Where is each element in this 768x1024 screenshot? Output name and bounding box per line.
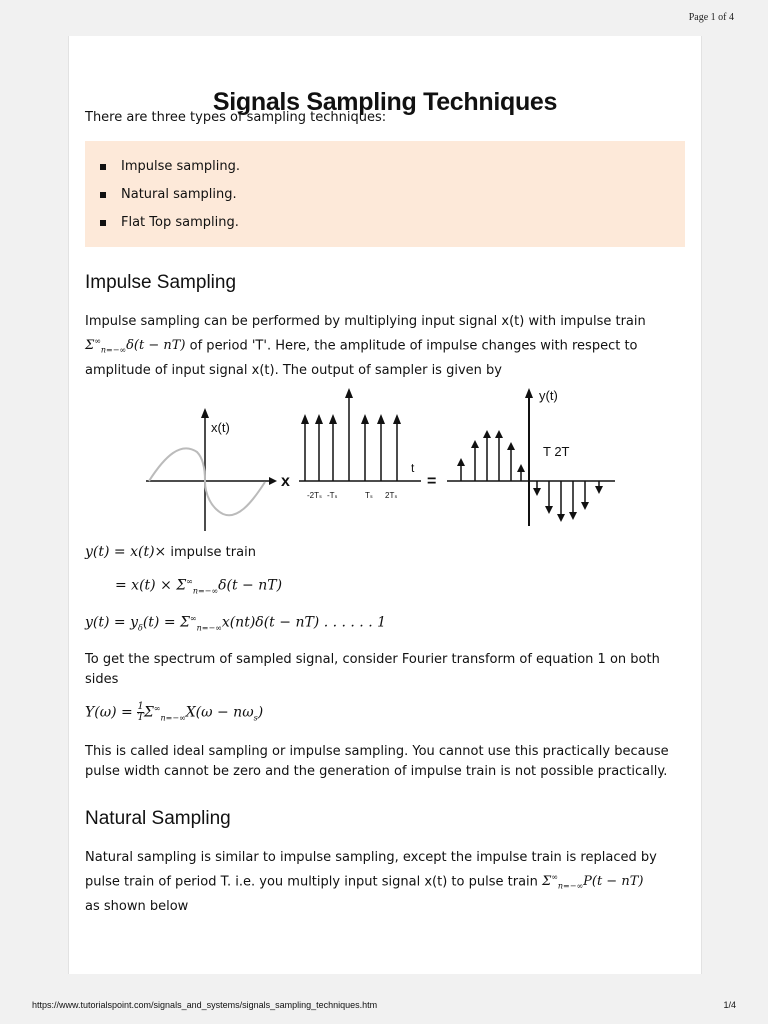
equation-2: = $x(t) \times \Sigma^\infty_{n=-\infty}\delta(t - nT)$ [115, 577, 283, 596]
intro-text: There are three types of sampling techniques: [85, 110, 387, 125]
list-item: Natural sampling. [121, 187, 237, 202]
equation-1: y(t) = x(t)× impulse train [85, 544, 256, 560]
fraction: $\frac{1}{T}$ [137, 701, 144, 723]
page-title: Signals Sampling Techniques [212, 88, 558, 116]
impulse-train-expression: $\Sigma^\infty_{n=-\infty}\delta(t - nT)$ [85, 337, 186, 355]
tick-label: -2Tₛ [307, 491, 322, 500]
impulse-paragraph: Impulse sampling can be performed by multiplying input signal x(t) with impulse train $\Sigma^\infty_{n=-\infty}\delta(t - nT)$ of period 'T'. Here, the amplitude of impulse changes with respect to amplitude of input signal x(t). The output of sampler is given by [85, 314, 646, 378]
times-sign: x [281, 473, 290, 490]
equation-3: $y(t) = y_\delta(t) = \Sigma^\infty_{n=-\infty}x(nt)\delta(t - nT)$ . . . . . . 1 [85, 614, 387, 633]
bullet-icon [100, 164, 106, 170]
ideal-sampling-paragraph: This is called ideal sampling or impulse sampling. You cannot use this practically because pulse width cannot be zero and the generation of impulse train is not possible practically. [85, 744, 669, 779]
impulse-sampling-heading: Impulse Sampling [85, 272, 237, 293]
sampling-figure [141, 386, 631, 536]
list-item: Flat Top sampling. [121, 215, 239, 230]
sampled-output-plot [447, 388, 615, 526]
article-card [68, 36, 702, 974]
natural-sampling-heading: Natural Sampling [85, 808, 231, 829]
footer-url: https://www.tutorialspoint.com/signals_and_systems/signals_sampling_techniques.htm [32, 1000, 378, 1010]
xt-label: x(t) [211, 420, 230, 435]
tick-label: -Tₛ [327, 491, 338, 500]
equation-4: Y(ω) = $\frac{1}{T}$ $\Sigma^\infty_{n=-\infty}X(\omega - n\omega_s)$ [85, 701, 264, 723]
t2t-label: T 2T [543, 444, 570, 459]
equals-sign: = [427, 473, 437, 490]
bullet-icon [100, 192, 106, 198]
impulse-train-plot [299, 388, 421, 500]
footer-page: 1/4 [723, 1000, 736, 1010]
yt-label: y(t) [539, 388, 558, 403]
tick-label: 2Tₛ [385, 491, 398, 500]
tick-label: Tₛ [365, 491, 373, 500]
t-axis-label: t [411, 461, 415, 475]
list-item: Impulse sampling. [121, 159, 240, 174]
natural-paragraph: Natural sampling is similar to impulse sampling, except the impulse train is replaced by pulse train of period T. i.e. you multiply input signal x(t) to pulse train $\Sigma^\infty_{n=-\infty}P(t - nT)$ as shown below [85, 850, 657, 914]
spectrum-paragraph: To get the spectrum of sampled signal, consider Fourier transform of equation 1 on both sides [85, 652, 660, 687]
page-indicator: Page 1 of 4 [688, 12, 734, 23]
sampling-types-box [85, 141, 685, 247]
input-signal-plot [146, 408, 277, 531]
pulse-train-expression: $\Sigma^\infty_{n=-\infty}P(t - nT)$ [542, 873, 644, 891]
bullet-icon [100, 220, 106, 226]
